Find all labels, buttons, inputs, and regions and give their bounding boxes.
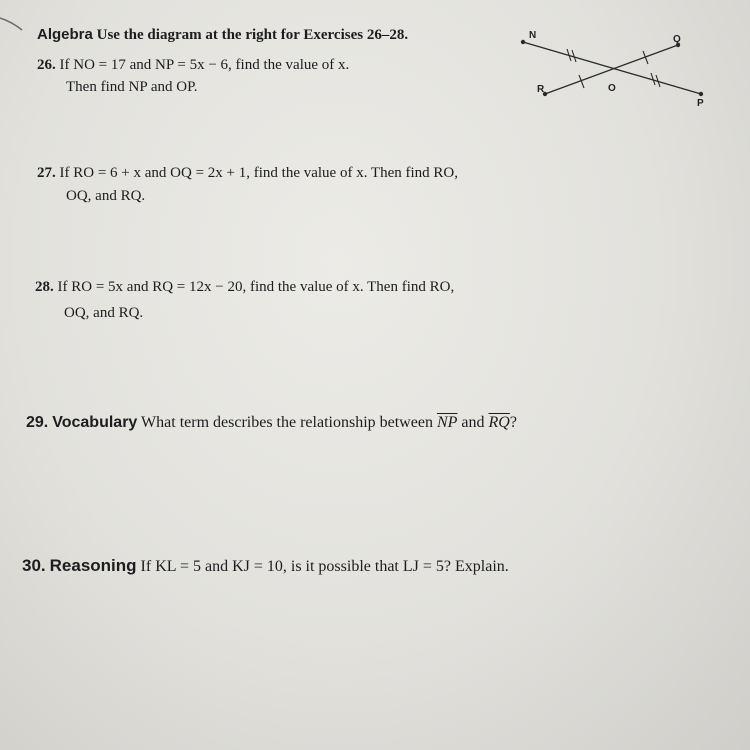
exercise-text: Then find NP and OP. bbox=[66, 79, 198, 95]
exercise-text: If NO = 17 and NP = 5x − 6, find the value of x. bbox=[59, 57, 350, 73]
exercise-header bbox=[37, 24, 408, 46]
segment-rq: $\overline{RQ}$ bbox=[488, 414, 510, 431]
exercise-text: OQ, and RQ. bbox=[66, 188, 146, 204]
exercise-26 bbox=[37, 54, 349, 76]
exercise-28 bbox=[35, 276, 454, 298]
segment-diagram bbox=[515, 28, 715, 108]
label-o: O bbox=[608, 83, 616, 94]
exercise-text: OQ, and RQ. bbox=[64, 305, 144, 321]
exercise-text-end: ? bbox=[509, 414, 517, 431]
point-n bbox=[521, 40, 525, 44]
exercise-text: If RO = 5x and RQ = 12x − 20, find the value of x. Then find RO, bbox=[57, 279, 455, 295]
exercise-text-mid: and bbox=[461, 414, 485, 431]
exercise-text: If KL = 5 and KJ = 10, is it possible that LJ = 5? Explain. bbox=[140, 558, 509, 575]
exercise-number: 27. bbox=[37, 165, 56, 181]
header-label: Algebra bbox=[37, 26, 93, 43]
segment-np: $\overline{NP}$ bbox=[436, 414, 458, 431]
exercise-number: 29. bbox=[26, 414, 49, 431]
label-r: R bbox=[537, 84, 545, 95]
exercise-30 bbox=[22, 555, 509, 578]
point-p bbox=[699, 92, 703, 96]
exercise-number: 26. bbox=[37, 57, 56, 73]
label-n: N bbox=[529, 30, 537, 41]
exercise-label: Reasoning bbox=[49, 556, 137, 575]
exercise-label: Vocabulary bbox=[52, 414, 138, 431]
exercise-29 bbox=[26, 412, 517, 434]
exercise-text: What term describes the relationship between bbox=[141, 414, 433, 431]
exercise-28-line2 bbox=[64, 302, 143, 324]
header-instruction: Use the diagram at the right for Exercises 26–28. bbox=[96, 27, 409, 43]
exercise-text: If RO = 6 + x and OQ = 2x + 1, find the value of x. Then find RO, bbox=[59, 165, 459, 181]
exercise-number: 28. bbox=[35, 279, 54, 295]
label-p: P bbox=[697, 98, 704, 108]
label-q: Q bbox=[673, 34, 681, 45]
exercise-number: 30. bbox=[22, 556, 46, 575]
exercise-27 bbox=[37, 162, 458, 184]
exercise-27-line2 bbox=[66, 185, 145, 207]
exercise-26-line2 bbox=[66, 76, 198, 98]
